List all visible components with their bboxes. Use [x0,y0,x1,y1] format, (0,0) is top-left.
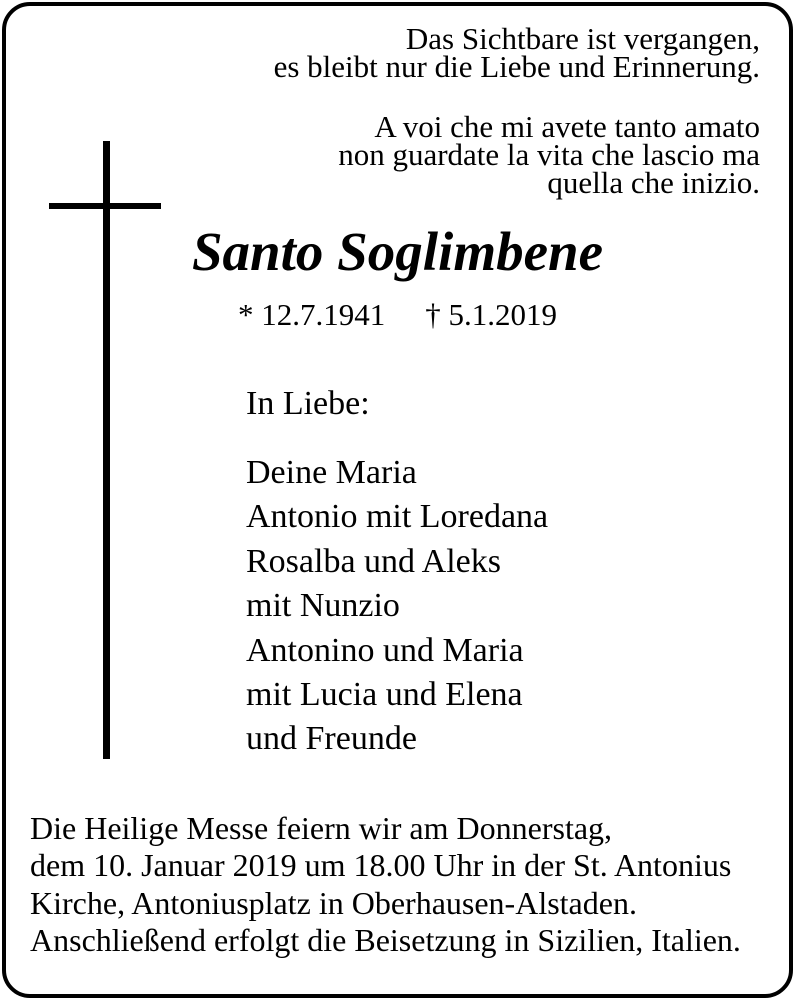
announcement-line: Die Heilige Messe feiern wir am Donnerstag, [30,810,613,846]
german-memorial-quote [273,21,760,84]
mourner-name: mit Lucia und Elena [246,676,523,714]
quote-line: Das Sichtbare ist vergangen, [405,21,760,56]
mourner-name: mit Nunzio [246,587,400,625]
funeral-announcement [30,810,741,959]
birth-date: * 12.7.1941 [238,297,386,332]
life-dates [0,295,795,335]
quote-line: es bleibt nur die Liebe und Erinnerung. [273,49,760,84]
mourner-name: Rosalba und Aleks [246,542,501,580]
salutation: In Liebe: [246,385,370,422]
mourner-name: Deine Maria [246,454,417,491]
mourners-list [246,451,548,762]
mourner-name: Antonio mit Loredana [246,498,549,536]
quote-line: A voi che mi avete tanto amato [374,109,760,144]
cross-icon-horizontal-bar [49,203,161,209]
mourner-name: und Freunde [246,720,417,758]
italian-memorial-quote [338,109,760,200]
quote-line: non guardate la vita che lascio ma [338,137,760,172]
announcement-line: Anschließend erfolgt die Beisetzung in Sizilien, Italien. [30,921,741,958]
death-date: † 5.1.2019 [425,297,557,332]
deceased-name: Santo Soglimbene [191,221,604,282]
announcement-line: dem 10. Januar 2019 um 18.00 Uhr in der St. Antonius [30,847,732,884]
mourner-name: Antonino und Maria [246,631,524,669]
quote-line: quella che inizio. [547,165,760,200]
announcement-line: Kirche, Antoniusplatz in Oberhausen-Alstaden. [30,884,637,921]
